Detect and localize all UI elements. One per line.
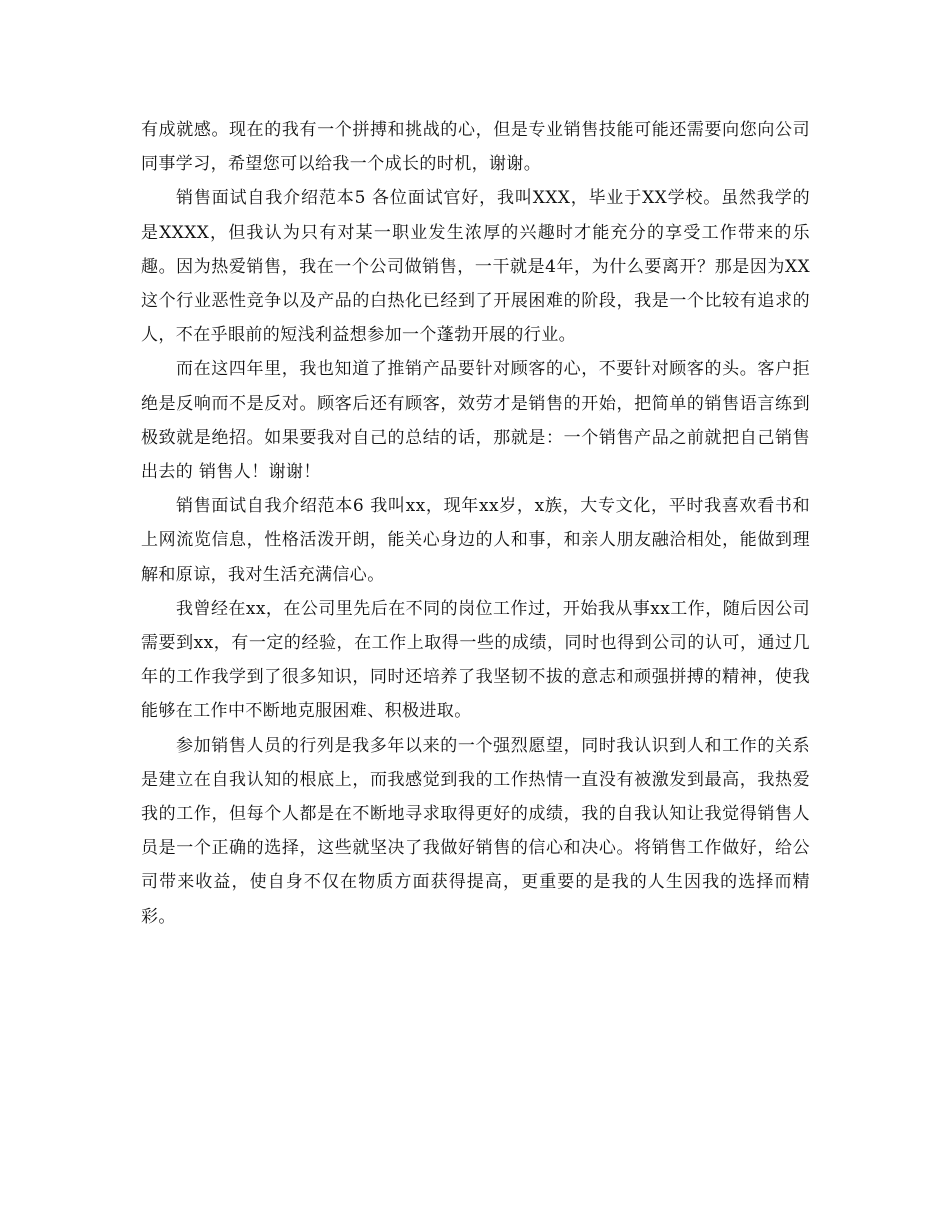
paragraph-2: 销售面试自我介绍范本5 各位面试官好，我叫XXX，毕业于XX学校。虽然我学的是XXXX，但我认为只有对某一职业发生浓厚的兴趣时才能充分的享受工作带来的乐趣。因为热爱销售，我在一个公司做销售，一干就是4年，为什么要离开？那是因为XX这个行业恶性竞争以及产品的白热化已经到了开展困难的阶段，我是一个比较有追求的人，不在乎眼前的短浅利益想参加一个蓬勃开展的行业。 bbox=[141, 188, 810, 346]
paragraph-6: 参加销售人员的行列是我多年以来的一个强烈愿望，同时我认识到人和工作的关系是建立在自我认知的根底上，而我感觉到我的工作热情一直没有被激发到最高，我热爱我的工作，但每个人都是在不断地寻求取得更好的成绩，我的自我认知让我觉得销售人员是一个正确的选择，这些就坚决了我做好销售的信心和决心。将销售工作做好，给公司带来收益，使自身不仅在物质方面获得提高，更重要的是我的人生因我的选择而精彩。 bbox=[141, 735, 810, 927]
paragraph-3: 而在这四年里，我也知道了推销产品要针对顾客的心，不要针对顾客的头。客户拒绝是反响而不是反对。顾客后还有顾客，效劳才是销售的开始，把简单的销售语言练到极致就是绝招。如果要我对自己的总结的话，那就是：一个销售产品之前就把自己销售出去的 销售人！谢谢！ bbox=[141, 359, 810, 483]
document-body bbox=[141, 113, 810, 934]
paragraph-5: 我曾经在xx，在公司里先后在不同的岗位工作过，开始我从事xx工作，随后因公司需要到xx，有一定的经验，在工作上取得一些的成绩，同时也得到公司的认可，通过几年的工作我学到了很多知识，同时还培养了我坚韧不拔的意志和顽强拼搏的精神，使我能够在工作中不断地克服困难、积极进取。 bbox=[141, 598, 810, 722]
paragraph-1: 有成就感。现在的我有一个拼搏和挑战的心，但是专业销售技能可能还需要向您向公司同事学习，希望您可以给我一个成长的时机，谢谢。 bbox=[141, 120, 810, 175]
paragraph-4: 销售面试自我介绍范本6 我叫xx，现年xx岁，x族，大专文化，平时我喜欢看书和上网流览信息，性格活泼开朗，能关心身边的人和事，和亲人朋友融洽相处，能做到理解和原谅，我对生活充满信心。 bbox=[141, 496, 810, 585]
